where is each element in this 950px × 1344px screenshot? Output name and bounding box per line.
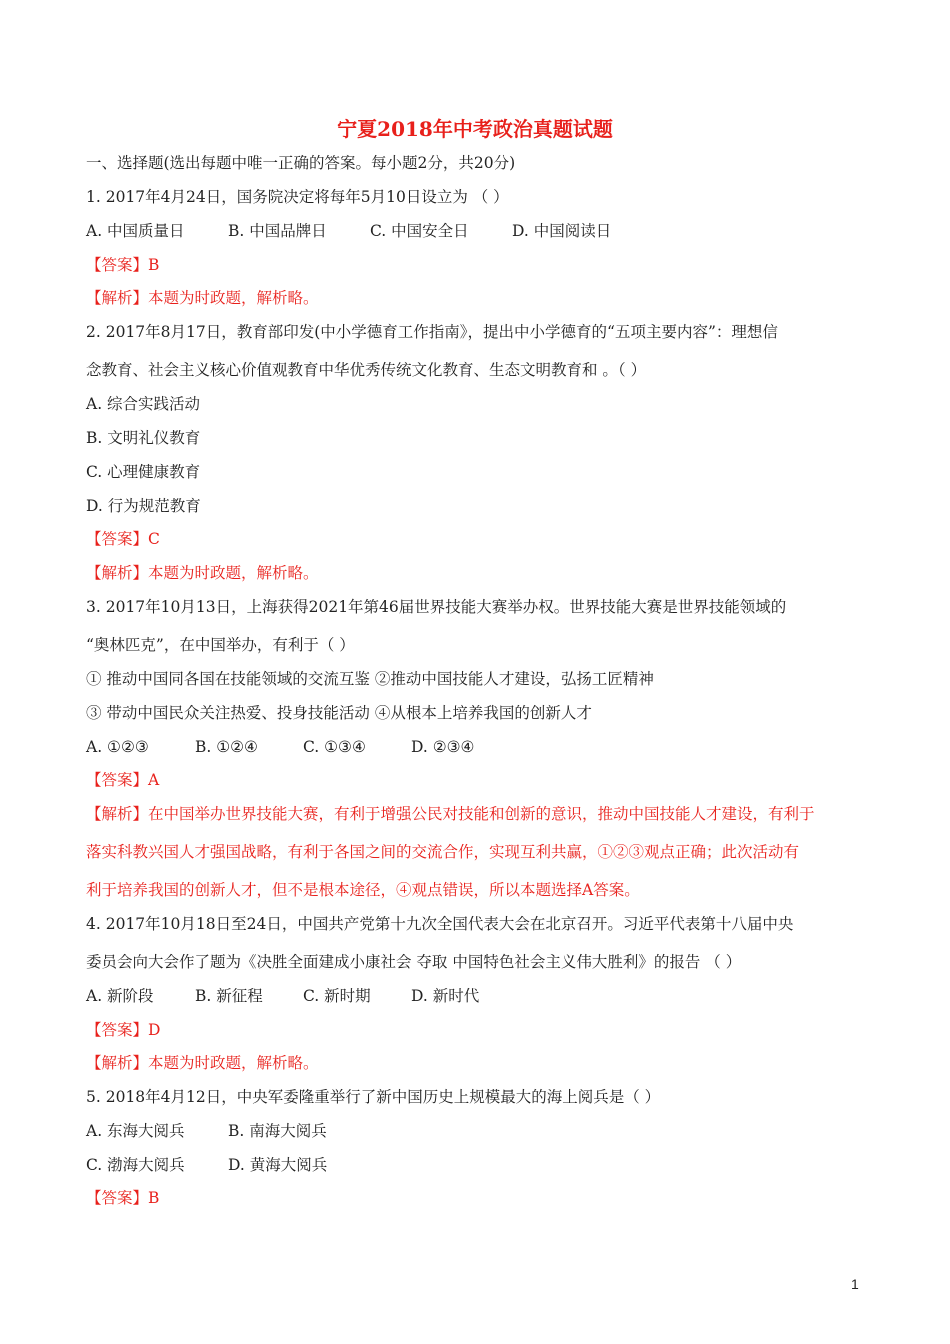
question-4-stem-line-1: 4. 2017年10月18日至24日，中国共产党第十九次全国代表大会在北京召开。习近平代表第十八届中央: [86, 915, 794, 933]
option-d: D. 黄海大阅兵: [228, 1156, 328, 1174]
option-a: A. 中国质量日: [86, 222, 185, 240]
option-b: B. ①②④: [195, 738, 258, 756]
question-2-option-a: A. 综合实践活动: [86, 395, 201, 413]
question-4-answer: 【答案】D: [86, 1021, 161, 1039]
option-d: D. 新时代: [411, 987, 480, 1005]
option-b: B. 中国品牌日: [228, 222, 327, 240]
section-heading: 一、选择题(选出每题中唯一正确的答案。每小题2分，共20分): [86, 154, 516, 172]
option-c: C. 新时期: [303, 987, 371, 1005]
question-3-analysis-line-3: 利于培养我国的创新人才，但不是根本途径，④观点错误，所以本题选择A答案。: [86, 881, 640, 899]
option-c: C. 渤海大阅兵: [86, 1156, 185, 1174]
question-5-options-row-2: [86, 1155, 327, 1175]
option-a: A. ①②③: [86, 738, 149, 756]
question-3-answer: 【答案】A: [86, 771, 160, 789]
question-1-options: [86, 221, 611, 241]
page-title: 宁夏2018年中考政治真题试题: [337, 117, 613, 141]
question-2-option-b: B. 文明礼仪教育: [86, 429, 201, 447]
question-2-analysis: 【解析】本题为时政题，解析略。: [86, 564, 319, 582]
question-5-stem: 5. 2018年4月12日，中央军委隆重举行了新中国历史上规模最大的海上阅兵是（ ）: [86, 1088, 661, 1106]
question-2-answer: 【答案】C: [86, 530, 160, 548]
option-d: D. ②③④: [411, 738, 475, 756]
option-b: B. 新征程: [195, 987, 263, 1005]
question-3-stem-line-2: “奥林匹克”，在中国举办，有利于（ ）: [86, 636, 355, 654]
question-5-options-row-1: [86, 1121, 327, 1141]
option-c: C. ①③④: [303, 738, 366, 756]
question-3-options: [86, 737, 474, 757]
question-3-analysis-line-1: 【解析】在中国举办世界技能大赛，有利于增强公民对技能和创新的意识，推动中国技能人才建设，有利于: [86, 805, 815, 823]
option-a: A. 新阶段: [86, 987, 154, 1005]
question-2-option-d: D. 行为规范教育: [86, 497, 201, 515]
question-1-stem: 1. 2017年4月24日，国务院决定将每年5月10日设立为 （ ）: [86, 188, 509, 206]
question-1-analysis: 【解析】本题为时政题，解析略。: [86, 289, 319, 307]
question-3-analysis-line-2: 落实科教兴国人才强国战略，有利于各国之间的交流合作，实现互利共赢，①②③观点正确；此次活动有: [86, 843, 800, 861]
question-4-options: [86, 986, 479, 1006]
option-c: C. 中国安全日: [370, 222, 469, 240]
option-a: A. 东海大阅兵: [86, 1122, 185, 1140]
question-3-items-line-1: ① 推动中国同各国在技能领域的交流互鉴 ②推动中国技能人才建设，弘扬工匠精神: [86, 670, 654, 688]
question-4-analysis: 【解析】本题为时政题，解析略。: [86, 1054, 319, 1072]
option-b: B. 南海大阅兵: [228, 1122, 327, 1140]
question-5-answer: 【答案】B: [86, 1189, 160, 1207]
option-d: D. 中国阅读日: [512, 222, 612, 240]
question-2-option-c: C. 心理健康教育: [86, 463, 201, 481]
question-2-stem-line-2: 念教育、社会主义核心价值观教育中华优秀传统文化教育、生态文明教育和 。（ ）: [86, 361, 647, 379]
question-3-items-line-2: ③ 带动中国民众关注热爱、投身技能活动 ④从根本上培养我国的创新人才: [86, 704, 592, 722]
page-number: 1: [851, 1276, 859, 1292]
question-4-stem-line-2: 委员会向大会作了题为《决胜全面建成小康社会 夺取 中国特色社会主义伟大胜利》的报告 （ ）: [86, 953, 742, 971]
question-2-stem-line-1: 2. 2017年8月17日，教育部印发(中小学德育工作指南》，提出中小学德育的“五项主要内容”：理想信: [86, 323, 778, 341]
question-3-stem-line-1: 3. 2017年10月13日，上海获得2021年第46届世界技能大赛举办权。世界技能大赛是世界技能领域的: [86, 598, 787, 616]
question-1-answer: 【答案】B: [86, 256, 160, 274]
